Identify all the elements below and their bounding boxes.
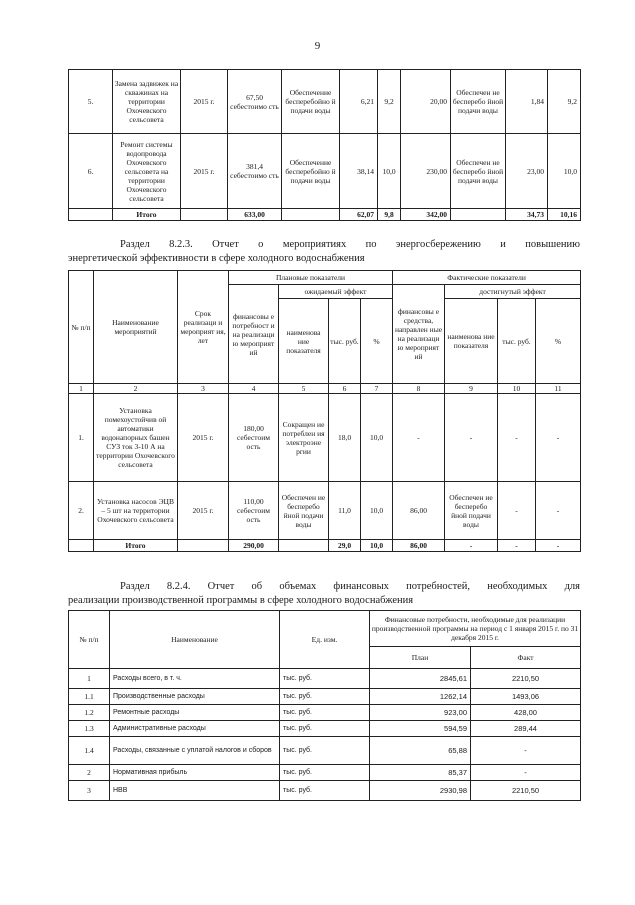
total-fin: 290,00 xyxy=(229,540,279,552)
fact-value: - xyxy=(471,737,581,765)
table-row xyxy=(69,134,581,209)
total-fact-pct: - xyxy=(536,540,581,552)
planned-pct: 9,2 xyxy=(378,70,401,134)
table-row xyxy=(69,689,581,705)
total-fact-rub: - xyxy=(498,540,536,552)
funding-source: 67,50 себестоимо сть xyxy=(228,70,282,134)
fact-fin: - xyxy=(393,394,445,482)
table-row xyxy=(69,394,581,482)
row-number: 5. xyxy=(69,70,113,134)
expected-rub: 18,0 xyxy=(329,394,361,482)
header-unit: Ед. изм. xyxy=(280,611,370,669)
total-pct: 10,0 xyxy=(361,540,393,552)
item-name: Расходы, связанные с уплатой налогов и сборов xyxy=(110,737,280,765)
table-row xyxy=(69,765,581,781)
fact-pct: - xyxy=(536,482,581,540)
table-row xyxy=(69,669,581,689)
planned-rub: 38,14 xyxy=(340,134,378,209)
header-fin-spent: финансовы е средства, направлен ные на реализаци ю мероприят ий xyxy=(393,285,445,384)
actual-financing: 230,00 xyxy=(401,134,451,209)
header-fin-needs: финансовы е потребност и на реализаци ю мероприят ий xyxy=(229,285,279,384)
table-row xyxy=(69,737,581,765)
planned-effect: Обеспечение бесперебойно й подачи воды xyxy=(282,70,340,134)
table-row xyxy=(69,781,581,801)
fin-needs: 110,00 себестоим ость xyxy=(229,482,279,540)
page-number: 9 xyxy=(314,40,321,52)
unit: тыс. руб. xyxy=(280,705,370,721)
year: 2015 г. xyxy=(178,394,229,482)
planned-pct: 10,0 xyxy=(378,134,401,209)
fact-rub: - xyxy=(498,482,536,540)
fact-value: - xyxy=(471,765,581,781)
fact-value: 2210,50 xyxy=(471,781,581,801)
unit: тыс. руб. xyxy=(280,669,370,689)
item-name: Расходы всего, в т. ч. xyxy=(110,669,280,689)
table-row xyxy=(69,70,581,134)
item-name: Нормативная прибыль xyxy=(110,765,280,781)
section-heading-8-2-4: Раздел 8.2.4. Отчет об объемах финансовых потребностей, необходимых для xyxy=(120,581,580,592)
actual-rub: 1,84 xyxy=(506,70,548,134)
total-label: Итого xyxy=(113,209,181,221)
plan-value: 1262,14 xyxy=(370,689,471,705)
header-indicator: наименова ние показателя xyxy=(279,299,329,384)
fact-pct: - xyxy=(536,394,581,482)
financial-needs-table xyxy=(68,610,581,801)
achieved-effect: Обеспечен не бесперебо йной подачи воды xyxy=(451,70,506,134)
section-heading-8-2-3-cont: энергетической эффективности в сфере холодного водоснабжения xyxy=(68,253,365,264)
header-achieved: достигнутый эффект xyxy=(445,285,581,299)
header-pct: % xyxy=(361,299,393,384)
table-row xyxy=(69,705,581,721)
unit: тыс. руб. xyxy=(280,781,370,801)
row-number: 3 xyxy=(69,781,110,801)
fact-effect: Обеспечен ие бесперебо йной подачи воды xyxy=(445,482,498,540)
total-source: 633,00 xyxy=(228,209,282,221)
header-num: № п/п xyxy=(69,271,94,384)
total-fact-effect: - xyxy=(445,540,498,552)
expected-effect: Обеспечен ие бесперебо йной подачи воды xyxy=(279,482,329,540)
row-number: 1.4 xyxy=(69,737,110,765)
row-number: 1. xyxy=(69,394,94,482)
row-number: 1.3 xyxy=(69,721,110,737)
row-number: 1 xyxy=(69,669,110,689)
total-fact-fin: 86,00 xyxy=(393,540,445,552)
fact-fin: 86,00 xyxy=(393,482,445,540)
total-label: Итого xyxy=(94,540,178,552)
actual-rub: 23,00 xyxy=(506,134,548,209)
header-needs: Финансовые потребности, необходимые для реализации производственной программы на период с 1 января 2015 г. по 31 декабря 2015 г. xyxy=(370,611,581,647)
actual-pct: 10,0 xyxy=(548,134,581,209)
plan-value: 2845,61 xyxy=(370,669,471,689)
funding-source: 381,4 себестоимо сть xyxy=(228,134,282,209)
row-number: 2 xyxy=(69,765,110,781)
total-planned-rub: 62,07 xyxy=(340,209,378,221)
measure-name: Установка насосов ЭЦВ – 5 шт на территории Охочевского сельсовета xyxy=(94,482,178,540)
header-indicator-fact: наименова ние показателя xyxy=(445,299,498,384)
plan-value: 2930,98 xyxy=(370,781,471,801)
table-row xyxy=(69,482,581,540)
header-expected: ожидаемый эффект xyxy=(279,285,393,299)
energy-saving-table xyxy=(68,270,581,552)
plan-value: 85,37 xyxy=(370,765,471,781)
year: 2015 г. xyxy=(181,70,228,134)
column-number-row: 1 2 3 4 5 6 7 8 9 10 11 xyxy=(69,384,581,394)
unit: тыс. руб. xyxy=(280,737,370,765)
expected-rub: 11,0 xyxy=(329,482,361,540)
row-number: 1.2 xyxy=(69,705,110,721)
unit: тыс. руб. xyxy=(280,689,370,705)
item-name: НВВ xyxy=(110,781,280,801)
row-number: 2. xyxy=(69,482,94,540)
measure-name: Установка помехоустойчив ой автоматики водонапорных башен СУЗ ток 3-10 А на территории Охочевского сельсовета xyxy=(94,394,178,482)
header-name: Наименование xyxy=(110,611,280,669)
plan-value: 65,88 xyxy=(370,737,471,765)
year: 2015 г. xyxy=(178,482,229,540)
header-fact: Факт xyxy=(471,647,581,669)
header-num: № п/п xyxy=(69,611,110,669)
total-planned-pct: 9,8 xyxy=(378,209,401,221)
actual-pct: 9,2 xyxy=(548,70,581,134)
item-name: Административные расходы xyxy=(110,721,280,737)
item-name: Ремонтные расходы xyxy=(110,705,280,721)
total-row xyxy=(69,540,581,552)
plan-value: 923,00 xyxy=(370,705,471,721)
year: 2015 г. xyxy=(181,134,228,209)
row-number: 6. xyxy=(69,134,113,209)
fact-effect: - xyxy=(445,394,498,482)
total-financing: 342,00 xyxy=(401,209,451,221)
item-name: Производственные расходы xyxy=(110,689,280,705)
total-actual-pct: 10,16 xyxy=(548,209,581,221)
expected-effect: Сокращен ие потреблен ия электроэне ргии xyxy=(279,394,329,482)
fact-value: 2210,50 xyxy=(471,669,581,689)
planned-rub: 6,21 xyxy=(340,70,378,134)
unit: тыс. руб. xyxy=(280,721,370,737)
unit: тыс. руб. xyxy=(280,765,370,781)
fact-rub: - xyxy=(498,394,536,482)
section-heading-8-2-3: Раздел 8.2.3. Отчет о мероприятиях по энергосбережению и повышению xyxy=(120,239,580,250)
fact-value: 289,44 xyxy=(471,721,581,737)
table-row xyxy=(69,721,581,737)
measure-name: Замена задвижек на скважинах на территории Охочевского сельсовета xyxy=(113,70,181,134)
expected-pct: 10,0 xyxy=(361,394,393,482)
fin-needs: 180,00 себестоим ость xyxy=(229,394,279,482)
section-heading-8-2-4-cont: реализации производственной программы в сфере холодного водоснабжения xyxy=(68,595,414,606)
fact-value: 1493,06 xyxy=(471,689,581,705)
total-actual-rub: 34,73 xyxy=(506,209,548,221)
header-rub: тыс. руб. xyxy=(329,299,361,384)
header-name: Наименование мероприятий xyxy=(94,271,178,384)
header-actual: Фактические показатели xyxy=(393,271,581,285)
fact-value: 428,00 xyxy=(471,705,581,721)
plan-value: 594,59 xyxy=(370,721,471,737)
actual-financing: 20,00 xyxy=(401,70,451,134)
header-pct-fact: % xyxy=(536,299,581,384)
total-rub: 29,0 xyxy=(329,540,361,552)
achieved-effect: Обеспечен не бесперебо йной подачи воды xyxy=(451,134,506,209)
header-term: Срок реализаци и мероприят ия, лет xyxy=(178,271,229,384)
row-number: 1.1 xyxy=(69,689,110,705)
header-planned: Плановые показатели xyxy=(229,271,393,285)
planned-effect: Обеспечение бесперебойно й подачи воды xyxy=(282,134,340,209)
measure-name: Ремонт системы водопровода Охочевского сельсовета на территории Охочевского сельсовета xyxy=(113,134,181,209)
measures-continuation-table xyxy=(68,69,581,221)
expected-pct: 10,0 xyxy=(361,482,393,540)
header-plan: План xyxy=(370,647,471,669)
header-rub-fact: тыс. руб. xyxy=(498,299,536,384)
total-row xyxy=(69,209,581,221)
